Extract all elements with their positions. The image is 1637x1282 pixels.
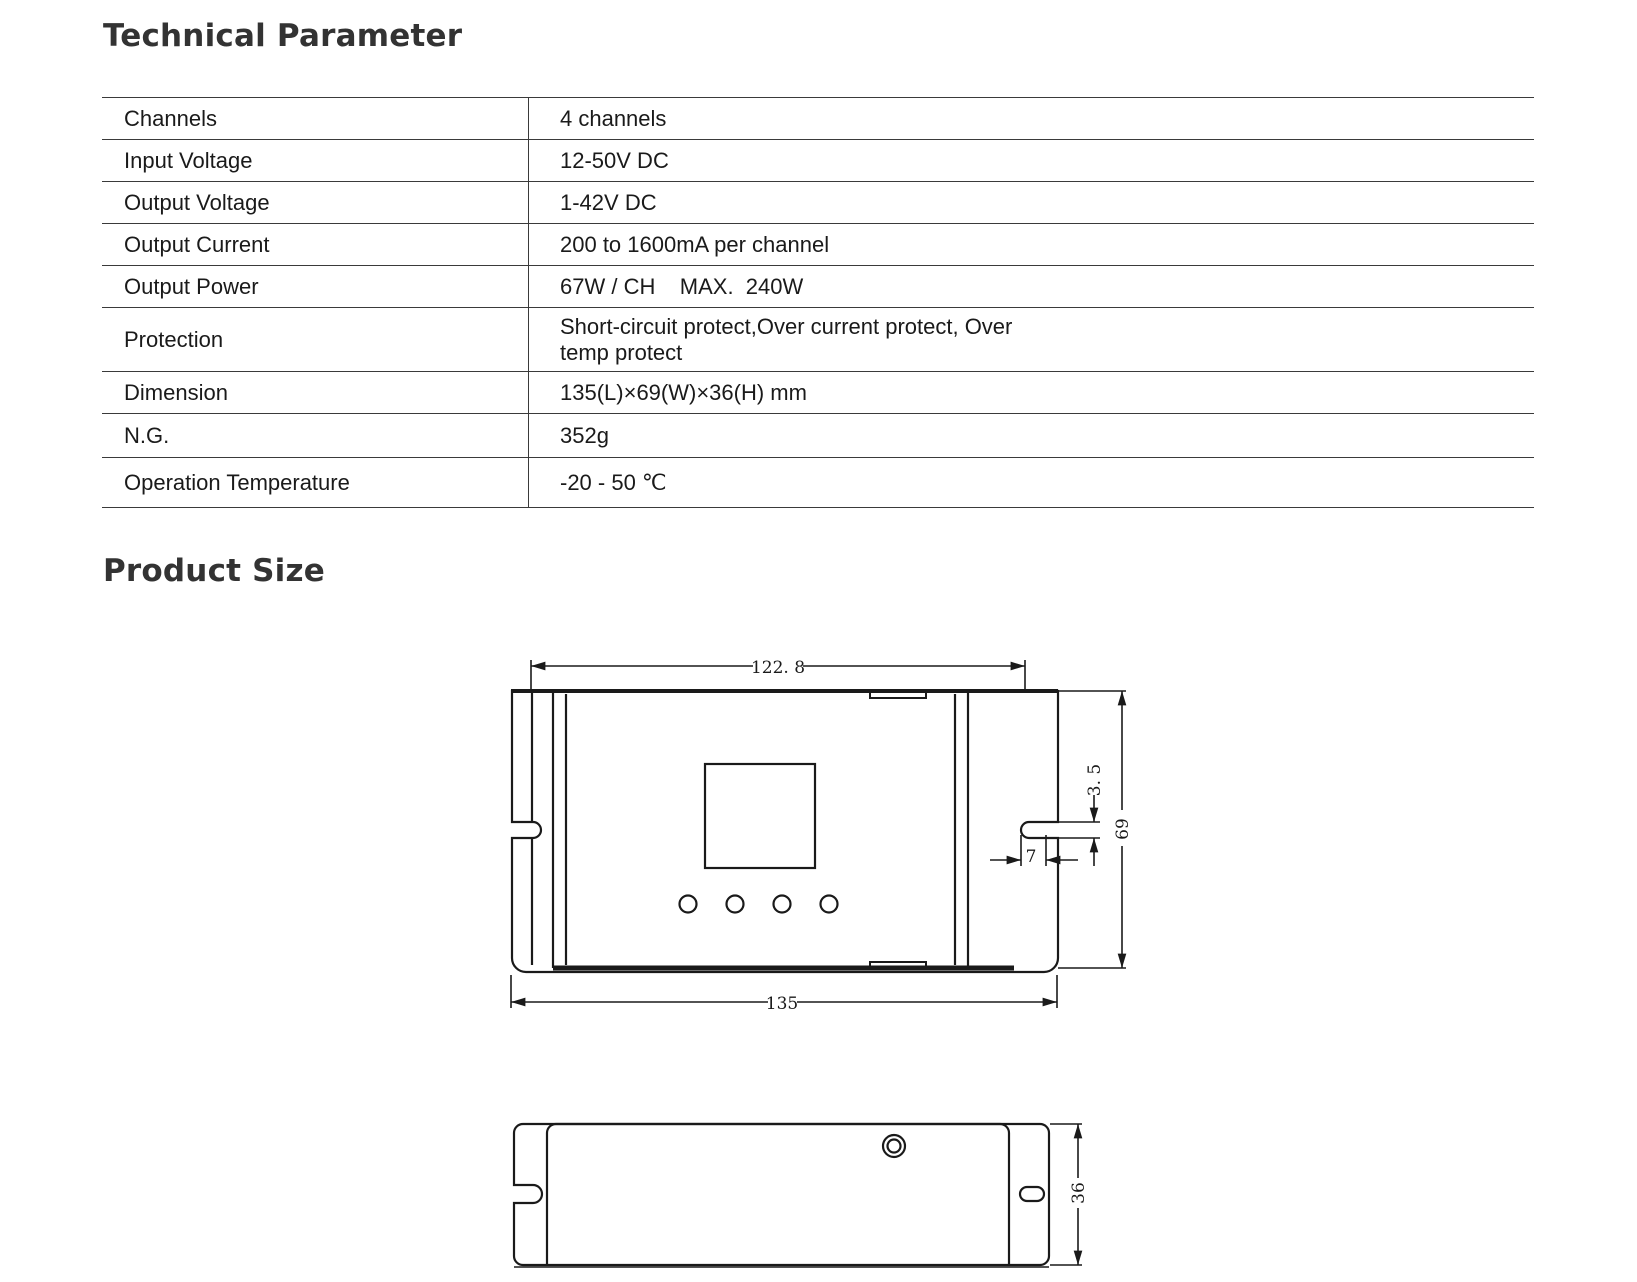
param-label: Output Voltage (102, 182, 529, 224)
dim-slot-height: 3. 5 (1085, 763, 1105, 797)
param-value: 352g (529, 414, 1535, 458)
product-size-heading: Product Size (103, 553, 325, 589)
dim-slot-depth: 7 (1025, 847, 1037, 867)
dim-height: 36 (1069, 1182, 1089, 1204)
dim-width: 69 (1113, 818, 1133, 840)
param-value: 135(L)×69(W)×36(H) mm (529, 372, 1535, 414)
param-label: N.G. (102, 414, 529, 458)
param-value: 67W / CH MAX. 240W (529, 266, 1535, 308)
display-window (705, 764, 815, 868)
param-label: Operation Temperature (102, 458, 529, 508)
top-view-dimensions (511, 660, 1126, 1008)
top-view-drawing (511, 691, 1058, 972)
screw-hole-inner (888, 1140, 901, 1153)
param-value: Short-circuit protect,Over current protect, Over temp protect (560, 313, 1013, 365)
mounting-slot (1020, 1187, 1044, 1201)
param-label: Output Current (102, 224, 529, 266)
dim-inner-width: 122. 8 (750, 658, 806, 678)
param-value: -20 - 50 ℃ (529, 458, 1535, 508)
param-label: Channels (102, 98, 529, 140)
screw-hole-outer (883, 1135, 905, 1157)
param-value: 200 to 1600mA per channel (529, 224, 1535, 266)
param-value: 12-50V DC (529, 140, 1535, 182)
button-circle (727, 896, 744, 913)
param-label: Dimension (102, 372, 529, 414)
param-value: 1-42V DC (529, 182, 1535, 224)
button-circle (774, 896, 791, 913)
dim-total-length: 135 (765, 994, 799, 1014)
button-circle (821, 896, 838, 913)
param-label: Protection (102, 308, 529, 372)
technical-parameter-heading: Technical Parameter (103, 18, 463, 54)
param-label: Input Voltage (102, 140, 529, 182)
side-view-drawing (514, 1124, 1049, 1267)
button-circle (680, 896, 697, 913)
param-value: 4 channels (529, 98, 1535, 140)
param-label: Output Power (102, 266, 529, 308)
